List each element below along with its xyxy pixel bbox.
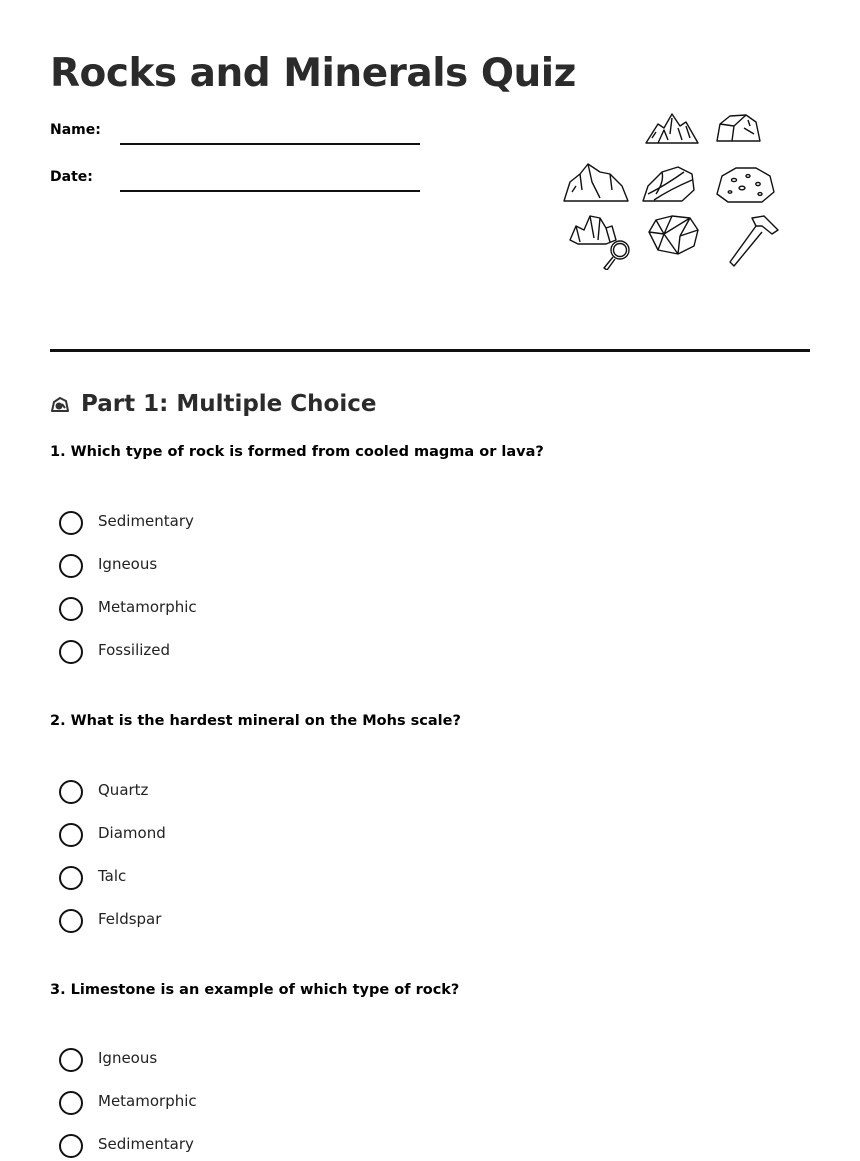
mountain-rock-icon (644, 110, 700, 146)
rock-pile-icon (50, 395, 70, 415)
option-label: Quartz (98, 781, 149, 799)
question-2: 2. What is the hardest mineral on the Mohs scale? (50, 713, 461, 729)
option-label: Feldspar (98, 910, 162, 928)
radio-button[interactable] (59, 909, 83, 933)
option-label: Metamorphic (98, 598, 197, 616)
option-label: Igneous (98, 1049, 158, 1067)
page-title: Rocks and Minerals Quiz (50, 51, 576, 96)
radio-button[interactable] (59, 1091, 83, 1115)
option-label: Igneous (98, 555, 158, 573)
q3-option-metamorphic[interactable] (59, 1091, 419, 1117)
radio-button[interactable] (59, 780, 83, 804)
q2-option-diamond[interactable] (59, 823, 419, 849)
q2-option-talc[interactable] (59, 866, 419, 892)
q1-option-sedimentary[interactable] (59, 511, 419, 537)
radio-button[interactable] (59, 823, 83, 847)
q3-option-sedimentary[interactable] (59, 1134, 419, 1160)
radio-button[interactable] (59, 554, 83, 578)
name-field (50, 122, 430, 152)
large-mountain-icon (562, 160, 630, 204)
faceted-gem-icon (646, 214, 700, 256)
q3-option-igneous[interactable] (59, 1048, 419, 1074)
q1-option-metamorphic[interactable] (59, 597, 419, 623)
option-label: Talc (98, 867, 127, 885)
name-label: Name: (50, 122, 101, 138)
q1-option-fossilized[interactable] (59, 640, 419, 666)
date-field (50, 169, 430, 199)
radio-button[interactable] (59, 1048, 83, 1072)
rounded-rock-icon (714, 112, 762, 144)
date-input-line[interactable] (120, 190, 420, 192)
rock-icons-cluster (560, 108, 790, 273)
radio-button[interactable] (59, 640, 83, 664)
question-3: 3. Limestone is an example of which type of rock? (50, 982, 460, 998)
porous-rock-icon (714, 164, 776, 204)
radio-button[interactable] (59, 511, 83, 535)
date-label: Date: (50, 169, 93, 185)
radio-button[interactable] (59, 866, 83, 890)
q2-option-quartz[interactable] (59, 780, 419, 806)
name-input-line[interactable] (120, 143, 420, 145)
radio-button[interactable] (59, 1134, 83, 1158)
layered-rock-icon (640, 164, 696, 204)
option-label: Diamond (98, 824, 166, 842)
radio-button[interactable] (59, 597, 83, 621)
rock-hammer-icon (726, 214, 782, 268)
option-label: Sedimentary (98, 1135, 194, 1153)
header-divider (50, 349, 810, 352)
crystal-with-magnifier-icon (568, 212, 632, 270)
question-1: 1. Which type of rock is formed from cooled magma or lava? (50, 444, 544, 460)
option-label: Metamorphic (98, 1092, 197, 1110)
option-label: Sedimentary (98, 512, 194, 530)
q2-option-feldspar[interactable] (59, 909, 419, 935)
q1-option-igneous[interactable] (59, 554, 419, 580)
option-label: Fossilized (98, 641, 171, 659)
section-title: Part 1: Multiple Choice (81, 391, 377, 417)
